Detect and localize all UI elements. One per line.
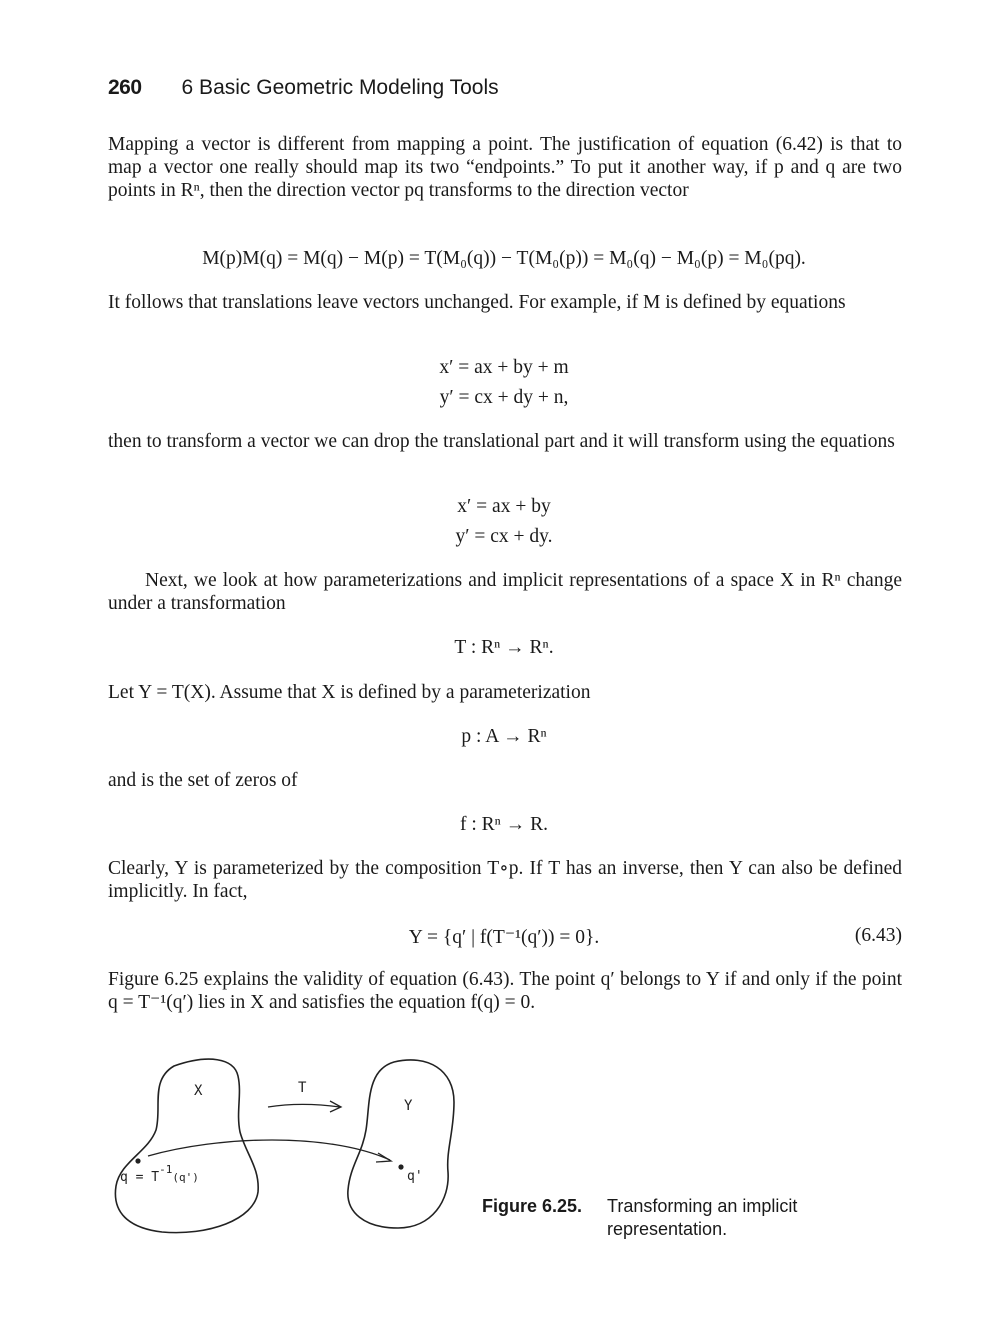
- equation-3a: x′ = ax + by: [457, 496, 551, 517]
- equation-4: T : Rⁿ → Rⁿ.: [454, 637, 554, 658]
- equation-2a: x′ = ax + by + m: [439, 357, 569, 378]
- equation-2b: y′ = cx + dy + n,: [439, 387, 569, 408]
- paragraph-1: Mapping a vector is different from mapping a point. The justification of equation (6.42) is that to map a vector one really should map its two “endpoints.” To put it another way, if p and q are two points in Rⁿ, then the direction vector pq transforms to the direction vector: [108, 134, 902, 201]
- page-number: 260: [108, 76, 142, 99]
- figure-caption: [482, 1195, 847, 1241]
- paragraph-3: then to transform a vector we can drop the translational part and it will transform using the equations: [108, 431, 895, 452]
- paragraph-4: Next, we look at how parameterizations and implicit representations of a space X in Rⁿ change under a transformation: [108, 570, 902, 614]
- equation-5: p : A → Rⁿ: [461, 726, 547, 747]
- paragraph-5: Let Y = T(X). Assume that X is defined by a parameterization: [108, 682, 591, 703]
- transform-arrow: [268, 1104, 340, 1107]
- label-q: $q = T^{-1}_{(q')}$: [120, 1163, 199, 1185]
- equation-1: M(p)M(q) = M(q) − M(p) = T(M₀(q)) − T(M₀(p)) = M₀(q) − M₀(p) = M₀(pq).: [202, 248, 806, 269]
- label-q-prime: q': [407, 1169, 423, 1184]
- paragraph-6: and is the set of zeros of: [108, 770, 298, 791]
- mapping-arrow: [148, 1140, 390, 1160]
- caption-text: Transforming an implicit representation.: [607, 1196, 798, 1239]
- equation-6: f : Rⁿ → R.: [460, 814, 548, 835]
- point-q: [135, 1158, 140, 1163]
- paragraph-8: Figure 6.25 explains the validity of equation (6.43). The point q′ belongs to Y if and only if the point q = T⁻¹(q′) lies in X and satisfies the equation f(q) = 0.: [108, 969, 902, 1013]
- equation-7: Y = {q′ | f(T⁻¹(q′)) = 0}.: [408, 927, 600, 948]
- figure-6-25-diagram: [108, 1050, 468, 1245]
- paragraph-7: Clearly, Y is parameterized by the composition T∘p. If T has an inverse, then Y can also be defined implicitly. In fact,: [108, 858, 902, 902]
- label-x: X: [194, 1083, 203, 1099]
- caption-label: Figure 6.25.: [482, 1196, 583, 1216]
- label-t: T: [298, 1080, 307, 1096]
- equation-3b: y′ = cx + dy.: [455, 526, 553, 547]
- running-header: [108, 76, 499, 100]
- region-x-outline: [115, 1059, 258, 1232]
- chapter-title: 6 Basic Geometric Modeling Tools: [181, 76, 499, 99]
- region-y-outline: [348, 1060, 454, 1228]
- paragraph-2: It follows that translations leave vectors unchanged. For example, if M is defined by equations: [108, 292, 846, 313]
- label-y: Y: [404, 1098, 413, 1114]
- equation-number: (6.43): [854, 925, 902, 946]
- point-q-prime: [398, 1164, 403, 1169]
